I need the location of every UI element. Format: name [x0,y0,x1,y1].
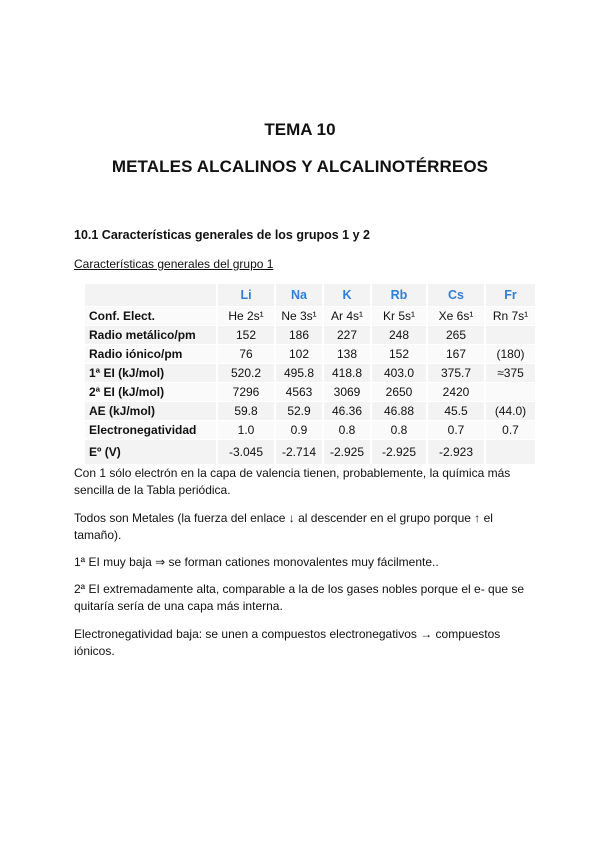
row-label: Electronegatividad [85,421,217,440]
table-cell: -2.925 [323,440,371,465]
table-cell: 46.88 [371,402,427,421]
table-cell: He 2s¹ [217,307,275,326]
table-cell: 1.0 [217,421,275,440]
row-label: Radio metálico/pm [85,326,217,345]
table-cell: Ne 3s¹ [275,307,323,326]
paragraph: Electronegatividad baja: se unen a compuestos electronegativos → compuestos iónicos. [74,627,501,658]
header-cell-cs: Cs [427,284,485,307]
table-cell: 52.9 [275,402,323,421]
table-cell: 102 [275,345,323,364]
table-cell: 45.5 [427,402,485,421]
table-cell: 418.8 [323,364,371,383]
table-cell: 0.8 [323,421,371,440]
document-subtitle: METALES ALCALINOS Y ALCALINOTÉRREOS [111,157,489,176]
table-row [85,440,536,465]
row-label: Conf. Elect. [85,307,217,326]
paragraph: Todos son Metales (la fuerza del enlace ↓ al descender en el grupo porque ↑ el tamaño). [74,511,493,542]
paragraph: 1ª EI muy baja ⇒ se forman cationes monovalentes muy fácilmente.. [74,555,439,569]
group1-properties-table [85,284,537,465]
table-cell: 403.0 [371,364,427,383]
table-header-row [85,284,536,307]
table-cell: 76 [217,345,275,364]
table-row [85,421,536,440]
table-cell [485,326,536,345]
table-cell: 0.7 [427,421,485,440]
table-cell: 152 [371,345,427,364]
table-row [85,326,536,345]
table-cell: 520.2 [217,364,275,383]
header-cell-li: Li [217,284,275,307]
table-cell: 152 [217,326,275,345]
table-cell: 227 [323,326,371,345]
table-cell: (180) [485,345,536,364]
table-cell: 59.8 [217,402,275,421]
table-cell: 186 [275,326,323,345]
row-label: 1ª EI (kJ/mol) [85,364,217,383]
table-cell: 138 [323,345,371,364]
table-cell: ≈375 [485,364,536,383]
table-cell: Kr 5s¹ [371,307,427,326]
table-caption: Características generales del grupo 1 [74,257,274,271]
table-row [85,364,536,383]
table-cell: (44.0) [485,402,536,421]
table-cell: -2.923 [427,440,485,465]
table-cell: 0.7 [485,421,536,440]
row-label: AE (kJ/mol) [85,402,217,421]
header-cell-na: Na [275,284,323,307]
table-cell: 46.36 [323,402,371,421]
row-label: 2ª EI (kJ/mol) [85,383,217,402]
header-cell-rb: Rb [371,284,427,307]
table-cell: 248 [371,326,427,345]
table-cell: 2650 [371,383,427,402]
table-cell [485,440,536,465]
header-cell-fr: Fr [485,284,536,307]
table-cell: Xe 6s¹ [427,307,485,326]
table-cell: 265 [427,326,485,345]
table-row [85,402,536,421]
table-row [85,307,536,326]
table-cell: -2.925 [371,440,427,465]
table-row [85,383,536,402]
paragraph: 2ª EI extremadamente alta, comparable a la de los gases nobles porque el e- que se quitaría sería de una capa más interna. [74,582,525,613]
table-cell: 2420 [427,383,485,402]
table-cell: -2.714 [275,440,323,465]
table-cell: Ar 4s¹ [323,307,371,326]
section-heading: 10.1 Características generales de los grupos 1 y 2 [74,228,370,242]
header-cell-k: K [323,284,371,307]
table-row [85,345,536,364]
row-label: Eº (V) [85,440,217,465]
row-label: Radio iónico/pm [85,345,217,364]
header-cell-empty [85,284,217,307]
table-cell: 7296 [217,383,275,402]
table-cell: -3.045 [217,440,275,465]
table-cell: 167 [427,345,485,364]
paragraph: Con 1 sólo electrón en la capa de valencia tienen, probablemente, la química más sencilla de la Tabla periódica. [74,466,511,497]
table-cell: 375.7 [427,364,485,383]
table-cell [485,383,536,402]
table-cell: 0.8 [371,421,427,440]
table-cell: 3069 [323,383,371,402]
document-title: TEMA 10 [264,120,336,139]
table-cell: 4563 [275,383,323,402]
table-cell: 495.8 [275,364,323,383]
table-cell: Rn 7s¹ [485,307,536,326]
table-cell: 0.9 [275,421,323,440]
